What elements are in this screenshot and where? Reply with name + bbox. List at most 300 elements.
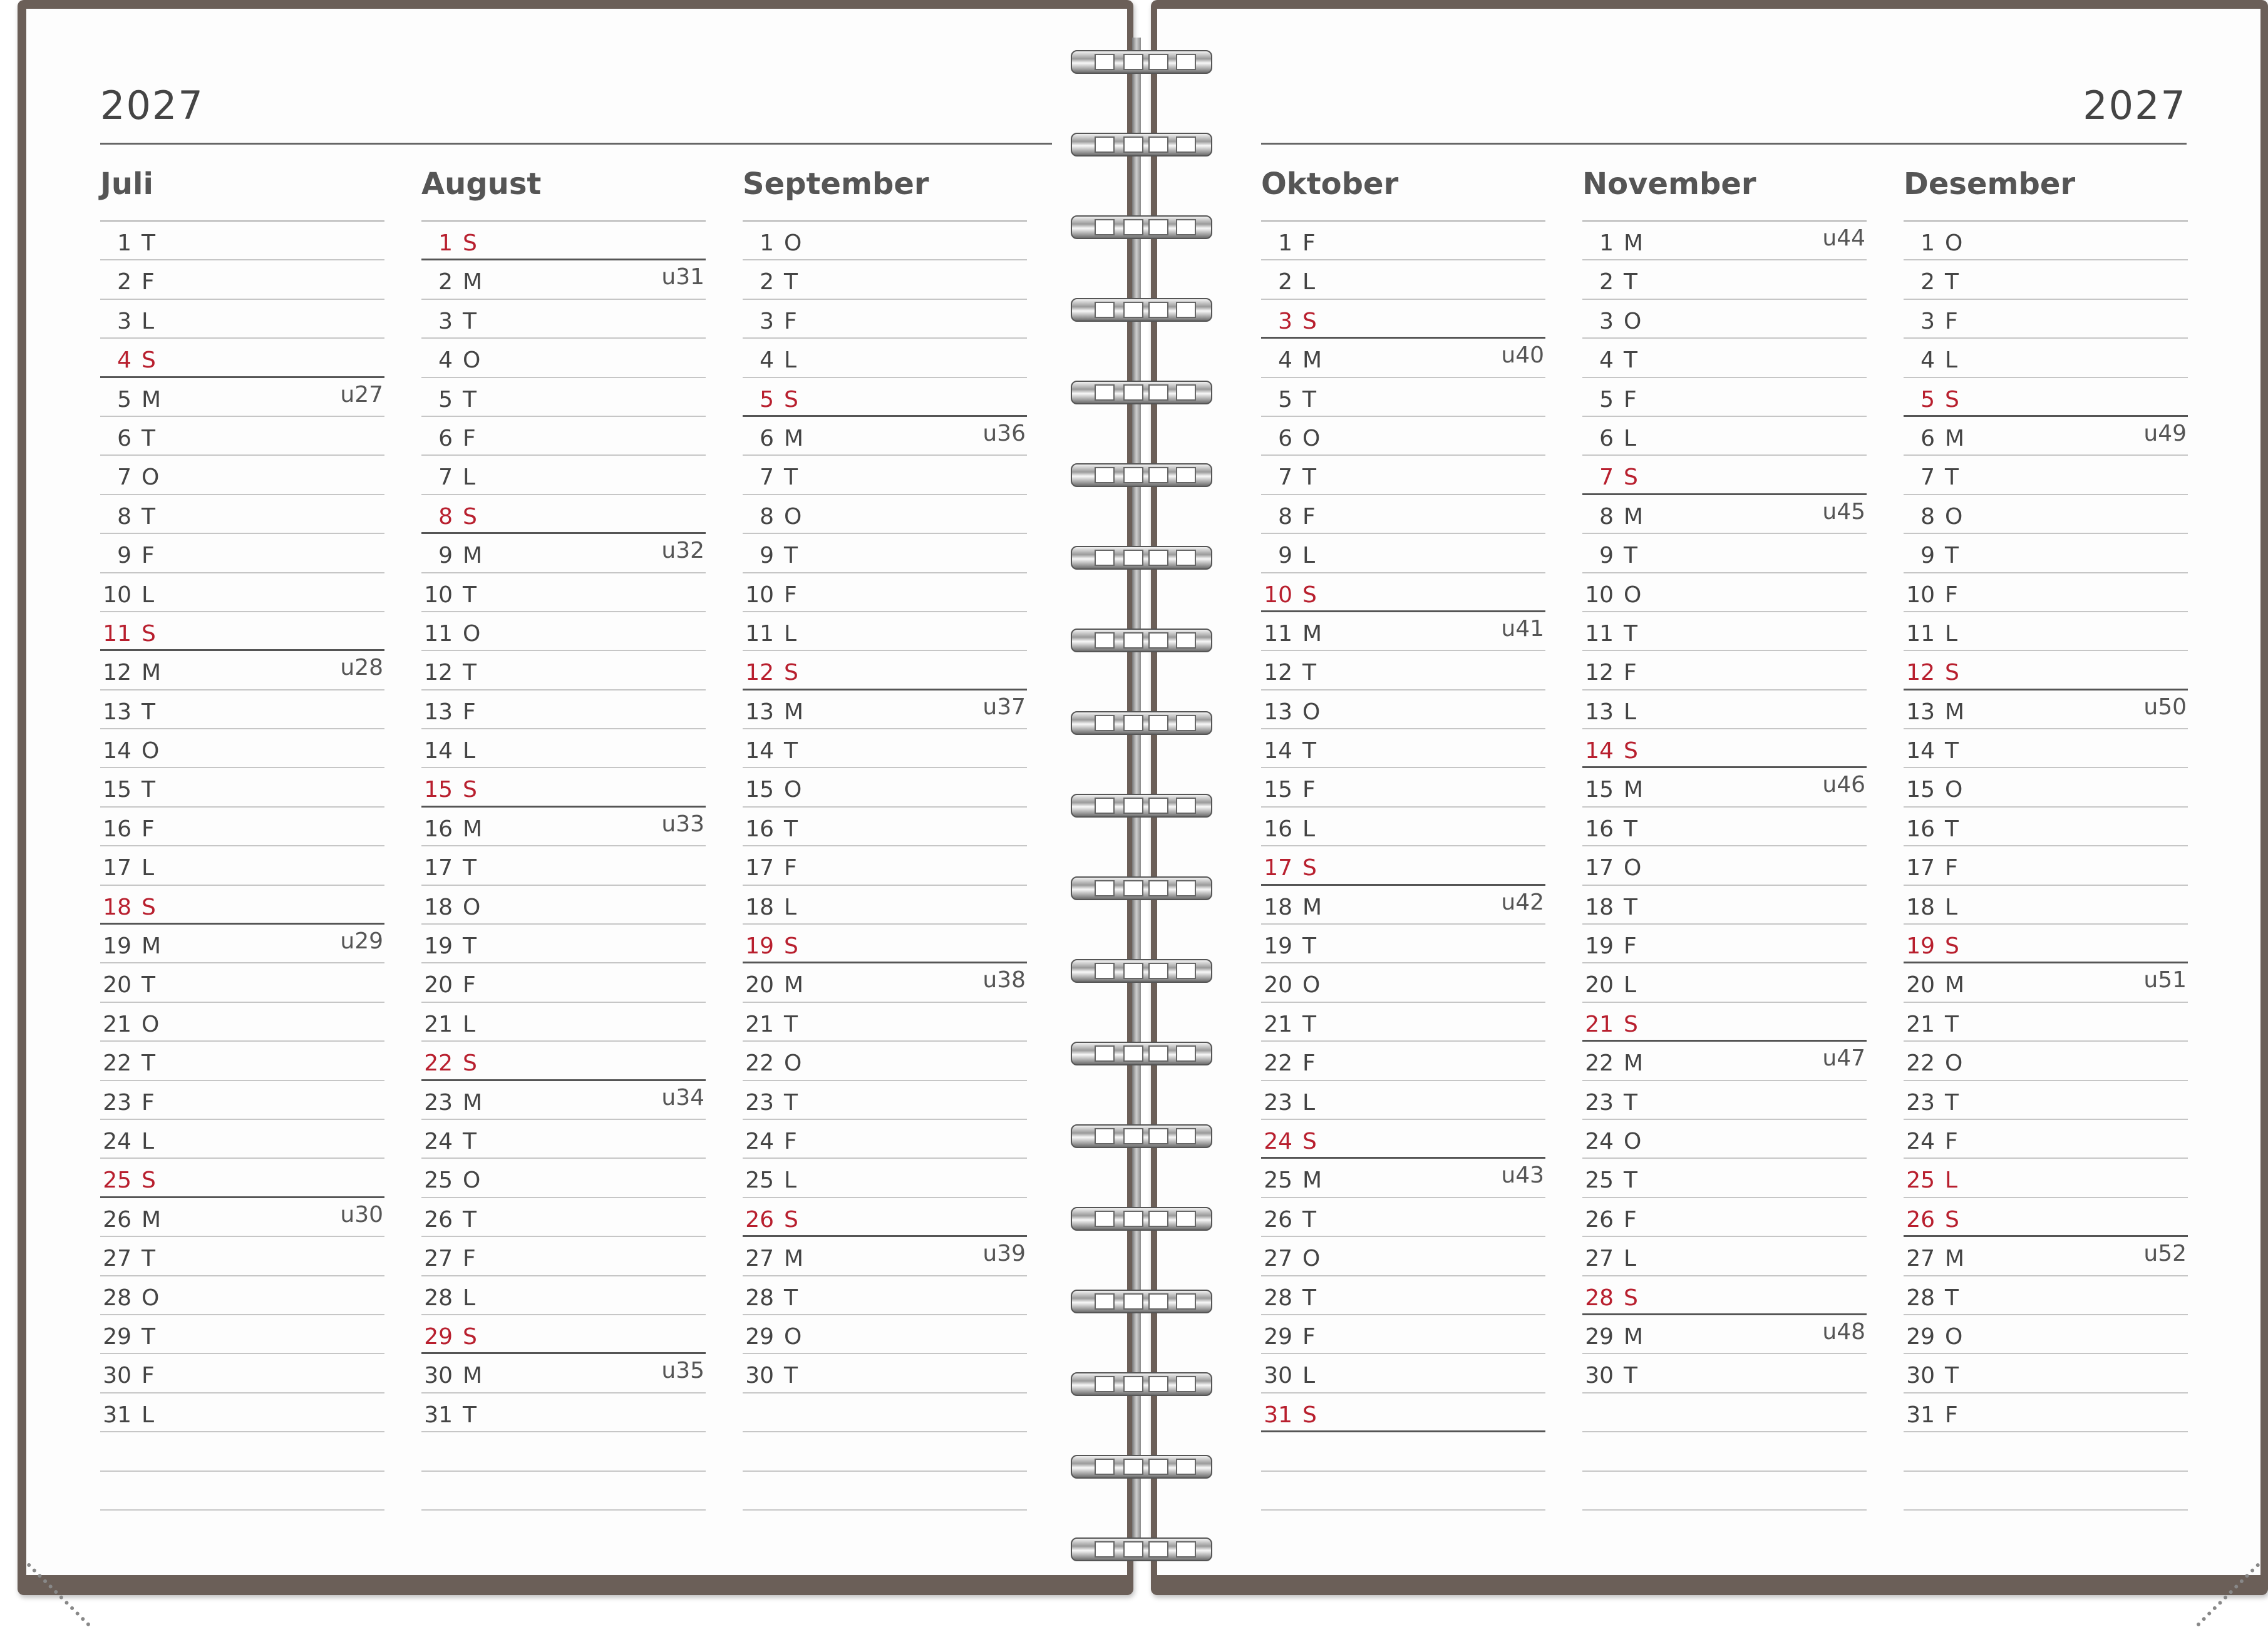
day-row[interactable] bbox=[421, 339, 706, 377]
day-row[interactable] bbox=[1261, 925, 1545, 963]
weekday-letter: T bbox=[142, 777, 155, 803]
day-row[interactable] bbox=[421, 378, 706, 417]
day-row[interactable] bbox=[743, 768, 1027, 807]
day-row[interactable] bbox=[1582, 729, 1867, 768]
day-number: 4 bbox=[117, 347, 131, 374]
day-row[interactable] bbox=[1582, 339, 1867, 377]
day-row[interactable] bbox=[421, 1003, 706, 1042]
day-row[interactable] bbox=[1582, 886, 1867, 925]
day-number: 4 bbox=[438, 347, 453, 374]
weekday-letter: S bbox=[463, 777, 477, 803]
day-row[interactable] bbox=[1261, 1003, 1545, 1042]
month-column bbox=[1582, 164, 1867, 1511]
day-number: 1 bbox=[1920, 230, 1935, 256]
day-row[interactable] bbox=[1582, 1120, 1867, 1159]
weekday-letter: F bbox=[784, 855, 797, 881]
day-row[interactable] bbox=[100, 808, 384, 846]
day-row[interactable] bbox=[100, 651, 384, 690]
day-number: 15 bbox=[1906, 777, 1935, 803]
spiral-ring bbox=[1071, 210, 1212, 242]
day-row[interactable] bbox=[743, 1042, 1027, 1080]
weekday-letter: T bbox=[1624, 1363, 1637, 1389]
weekday-letter: O bbox=[784, 230, 802, 256]
weekday-letter: S bbox=[1624, 1011, 1638, 1037]
day-number: 6 bbox=[1278, 425, 1292, 451]
week-number: u47 bbox=[1822, 1045, 1865, 1072]
day-number: 5 bbox=[117, 386, 131, 413]
day-row[interactable] bbox=[1582, 260, 1867, 299]
day-row[interactable] bbox=[1261, 846, 1545, 885]
day-row[interactable] bbox=[743, 1159, 1027, 1198]
day-row[interactable] bbox=[1904, 963, 2188, 1002]
day-number: 22 bbox=[103, 1050, 131, 1077]
day-row[interactable] bbox=[100, 1120, 384, 1159]
day-row[interactable] bbox=[100, 846, 384, 885]
weekday-letter: T bbox=[463, 386, 477, 413]
weekday-letter: L bbox=[784, 1168, 797, 1194]
weekday-letter: M bbox=[1302, 347, 1322, 374]
day-row[interactable] bbox=[1261, 729, 1545, 768]
weekday-letter: T bbox=[463, 660, 477, 686]
day-number: 5 bbox=[760, 386, 774, 413]
day-row[interactable] bbox=[100, 1276, 384, 1315]
weekday-letter: M bbox=[142, 933, 162, 960]
day-row[interactable] bbox=[421, 260, 706, 299]
day-row[interactable] bbox=[1582, 417, 1867, 456]
weekday-letter: L bbox=[142, 1402, 155, 1428]
day-row[interactable] bbox=[743, 925, 1027, 963]
day-row[interactable] bbox=[1261, 1081, 1545, 1120]
day-row[interactable] bbox=[1261, 886, 1545, 925]
weekday-letter: F bbox=[1624, 1206, 1637, 1233]
day-row[interactable] bbox=[1261, 417, 1545, 456]
day-number: 26 bbox=[1264, 1206, 1292, 1233]
day-row[interactable] bbox=[100, 222, 384, 260]
day-number: 24 bbox=[1585, 1128, 1614, 1154]
day-row[interactable] bbox=[743, 495, 1027, 534]
day-row[interactable] bbox=[1261, 339, 1545, 377]
weekday-letter: T bbox=[1945, 1011, 1959, 1037]
day-row[interactable] bbox=[1582, 651, 1867, 690]
day-row[interactable] bbox=[1261, 690, 1545, 729]
week-number: u30 bbox=[340, 1201, 383, 1228]
day-row[interactable] bbox=[100, 534, 384, 573]
day-row[interactable] bbox=[1582, 1276, 1867, 1315]
day-row[interactable] bbox=[421, 1120, 706, 1159]
day-row[interactable] bbox=[100, 260, 384, 299]
day-number: 8 bbox=[438, 503, 453, 530]
week-number: u36 bbox=[982, 420, 1026, 446]
day-row[interactable] bbox=[1582, 1042, 1867, 1080]
day-row[interactable] bbox=[743, 1003, 1027, 1042]
weekday-letter: T bbox=[142, 503, 155, 530]
day-row[interactable] bbox=[421, 495, 706, 534]
weekday-letter: M bbox=[463, 269, 483, 295]
day-row[interactable] bbox=[100, 573, 384, 612]
day-row[interactable] bbox=[1904, 925, 2188, 963]
weekday-letter: O bbox=[784, 1050, 802, 1077]
weekday-letter: F bbox=[463, 972, 476, 998]
day-row[interactable] bbox=[1582, 1237, 1867, 1276]
weekday-letter: L bbox=[142, 582, 155, 608]
day-row[interactable] bbox=[421, 417, 706, 456]
day-row[interactable] bbox=[1904, 495, 2188, 534]
day-row[interactable] bbox=[100, 768, 384, 807]
day-number: 3 bbox=[760, 308, 774, 334]
month-name: Juli bbox=[100, 167, 153, 202]
day-row[interactable] bbox=[100, 378, 384, 417]
day-row[interactable] bbox=[1904, 846, 2188, 885]
day-row[interactable] bbox=[1261, 1276, 1545, 1315]
day-number: 5 bbox=[1278, 386, 1292, 413]
day-row[interactable] bbox=[1904, 1198, 2188, 1237]
day-row[interactable] bbox=[100, 729, 384, 768]
day-row[interactable] bbox=[1582, 573, 1867, 612]
weekday-letter: T bbox=[1302, 464, 1316, 491]
day-row[interactable] bbox=[1904, 300, 2188, 339]
weekday-letter: S bbox=[463, 1050, 477, 1077]
day-row[interactable] bbox=[1582, 495, 1867, 534]
day-row[interactable] bbox=[421, 1354, 706, 1393]
day-row[interactable] bbox=[100, 1237, 384, 1276]
day-row[interactable] bbox=[1261, 573, 1545, 612]
spiral-ring bbox=[1071, 1037, 1212, 1068]
day-number: 27 bbox=[1906, 1246, 1935, 1272]
day-row[interactable] bbox=[1582, 925, 1867, 963]
day-number: 10 bbox=[103, 582, 131, 608]
week-number: u37 bbox=[982, 694, 1026, 720]
day-row[interactable] bbox=[100, 1198, 384, 1237]
day-number: 26 bbox=[424, 1206, 453, 1233]
weekday-letter: T bbox=[1945, 1285, 1959, 1311]
day-row[interactable] bbox=[743, 1081, 1027, 1120]
day-row[interactable] bbox=[743, 846, 1027, 885]
day-row[interactable] bbox=[1582, 1315, 1867, 1354]
day-row[interactable] bbox=[421, 1237, 706, 1276]
day-row[interactable] bbox=[1582, 1354, 1867, 1393]
day-row[interactable] bbox=[1261, 1120, 1545, 1159]
day-number: 24 bbox=[424, 1128, 453, 1154]
day-row[interactable] bbox=[1261, 1354, 1545, 1393]
day-number: 6 bbox=[117, 425, 131, 451]
day-number: 3 bbox=[1920, 308, 1935, 334]
weekday-letter: T bbox=[1624, 1089, 1637, 1116]
day-row[interactable] bbox=[421, 1198, 706, 1237]
day-row[interactable] bbox=[1261, 808, 1545, 846]
day-number: 29 bbox=[103, 1323, 131, 1350]
day-number: 13 bbox=[1906, 699, 1935, 725]
day-row[interactable] bbox=[743, 1276, 1027, 1315]
day-row[interactable] bbox=[421, 534, 706, 573]
day-row[interactable] bbox=[1904, 222, 2188, 260]
day-row[interactable] bbox=[1904, 378, 2188, 417]
day-number: 16 bbox=[1906, 816, 1935, 842]
day-row[interactable] bbox=[1582, 846, 1867, 885]
day-row[interactable] bbox=[1261, 222, 1545, 260]
day-number: 22 bbox=[424, 1050, 453, 1077]
day-number: 21 bbox=[1585, 1011, 1614, 1037]
weekday-letter: F bbox=[142, 543, 155, 569]
day-row[interactable] bbox=[1904, 1276, 2188, 1315]
day-row[interactable] bbox=[1261, 1198, 1545, 1237]
day-row[interactable] bbox=[1582, 1159, 1867, 1198]
day-row[interactable] bbox=[100, 1354, 384, 1393]
weekday-letter: O bbox=[1945, 1323, 1963, 1350]
day-number: 31 bbox=[424, 1402, 453, 1428]
day-row[interactable] bbox=[1582, 1003, 1867, 1042]
day-row[interactable] bbox=[100, 1159, 384, 1198]
day-row[interactable] bbox=[100, 1003, 384, 1042]
day-row[interactable] bbox=[421, 1081, 706, 1120]
day-row[interactable] bbox=[743, 417, 1027, 456]
day-row[interactable] bbox=[1261, 963, 1545, 1002]
day-row[interactable] bbox=[743, 1120, 1027, 1159]
weekday-letter: S bbox=[784, 660, 798, 686]
day-row[interactable] bbox=[1904, 651, 2188, 690]
day-row[interactable] bbox=[743, 222, 1027, 260]
day-row[interactable] bbox=[1261, 260, 1545, 299]
day-row[interactable] bbox=[1904, 1120, 2188, 1159]
weekday-letter: T bbox=[1624, 1168, 1637, 1194]
day-row[interactable] bbox=[743, 534, 1027, 573]
day-row[interactable] bbox=[1904, 1354, 2188, 1393]
day-number: 25 bbox=[103, 1168, 131, 1194]
day-row[interactable] bbox=[1261, 612, 1545, 651]
day-row[interactable] bbox=[1582, 1081, 1867, 1120]
blank-line bbox=[100, 1472, 384, 1511]
day-row[interactable] bbox=[1582, 300, 1867, 339]
day-number: 13 bbox=[1585, 699, 1614, 725]
day-row[interactable] bbox=[1582, 534, 1867, 573]
day-row[interactable] bbox=[100, 690, 384, 729]
weekday-letter: L bbox=[1624, 699, 1637, 725]
day-number: 19 bbox=[424, 933, 453, 960]
day-row[interactable] bbox=[421, 690, 706, 729]
day-number: 11 bbox=[1585, 620, 1614, 647]
blank-line bbox=[100, 1432, 384, 1471]
day-number: 18 bbox=[745, 894, 774, 920]
day-row[interactable] bbox=[100, 963, 384, 1002]
day-row[interactable] bbox=[100, 456, 384, 495]
day-row[interactable] bbox=[1904, 729, 2188, 768]
day-row[interactable] bbox=[100, 1315, 384, 1354]
weekday-letter: L bbox=[1945, 1168, 1958, 1194]
day-row[interactable] bbox=[1904, 534, 2188, 573]
day-number: 30 bbox=[1264, 1363, 1292, 1389]
day-row[interactable] bbox=[1582, 768, 1867, 807]
day-row[interactable] bbox=[1261, 456, 1545, 495]
day-row[interactable] bbox=[743, 339, 1027, 377]
day-row[interactable] bbox=[421, 612, 706, 651]
day-row[interactable] bbox=[1261, 768, 1545, 807]
day-row[interactable] bbox=[1261, 1237, 1545, 1276]
day-number: 20 bbox=[103, 972, 131, 998]
day-row[interactable] bbox=[1582, 378, 1867, 417]
day-row[interactable] bbox=[743, 378, 1027, 417]
day-row[interactable] bbox=[1261, 1315, 1545, 1354]
day-row[interactable] bbox=[1582, 963, 1867, 1002]
day-number: 21 bbox=[745, 1011, 774, 1037]
day-row[interactable] bbox=[1904, 573, 2188, 612]
day-row[interactable] bbox=[100, 925, 384, 963]
day-row[interactable] bbox=[743, 1198, 1027, 1237]
day-row[interactable] bbox=[1904, 456, 2188, 495]
day-row[interactable] bbox=[421, 573, 706, 612]
day-row[interactable] bbox=[100, 339, 384, 377]
day-number: 26 bbox=[1906, 1206, 1935, 1233]
weekday-letter: M bbox=[1945, 699, 1965, 725]
day-row[interactable] bbox=[421, 729, 706, 768]
day-number: 18 bbox=[1906, 894, 1935, 920]
weekday-letter: S bbox=[1945, 660, 1959, 686]
weekday-letter: F bbox=[1945, 582, 1958, 608]
day-row[interactable] bbox=[100, 417, 384, 456]
corner-dots-right bbox=[2134, 1501, 2260, 1627]
day-row[interactable] bbox=[1904, 260, 2188, 299]
day-row[interactable] bbox=[743, 886, 1027, 925]
day-row[interactable] bbox=[1904, 1081, 2188, 1120]
day-row[interactable] bbox=[421, 1159, 706, 1198]
day-row[interactable] bbox=[421, 963, 706, 1002]
week-number: u34 bbox=[661, 1084, 704, 1111]
spiral-ring bbox=[1071, 128, 1212, 159]
day-row[interactable] bbox=[100, 886, 384, 925]
day-row[interactable] bbox=[743, 1237, 1027, 1276]
day-row[interactable] bbox=[1261, 378, 1545, 417]
weekday-letter: F bbox=[1302, 230, 1316, 256]
day-row[interactable] bbox=[1261, 495, 1545, 534]
day-row[interactable] bbox=[421, 1042, 706, 1080]
day-row[interactable] bbox=[1582, 612, 1867, 651]
weekday-letter: T bbox=[784, 543, 798, 569]
day-row[interactable] bbox=[421, 1315, 706, 1354]
day-number: 22 bbox=[1585, 1050, 1614, 1077]
day-row[interactable] bbox=[1582, 1198, 1867, 1237]
month-name: November bbox=[1582, 167, 1756, 202]
day-row[interactable] bbox=[1904, 1393, 2188, 1432]
day-row[interactable] bbox=[1904, 1159, 2188, 1198]
day-row[interactable] bbox=[743, 651, 1027, 690]
day-row[interactable] bbox=[100, 1081, 384, 1120]
weekday-letter: T bbox=[784, 1089, 798, 1116]
weekday-letter: O bbox=[1302, 425, 1321, 451]
day-row[interactable] bbox=[1582, 808, 1867, 846]
day-row[interactable] bbox=[1904, 1042, 2188, 1080]
week-number: u50 bbox=[2143, 694, 2187, 720]
day-row[interactable] bbox=[100, 495, 384, 534]
day-row[interactable] bbox=[1261, 1393, 1545, 1432]
day-number: 7 bbox=[1920, 464, 1935, 491]
day-row[interactable] bbox=[1261, 300, 1545, 339]
weekday-letter: F bbox=[1302, 1050, 1316, 1077]
weekday-letter: M bbox=[463, 1089, 483, 1116]
day-row[interactable] bbox=[100, 300, 384, 339]
week-number: u33 bbox=[661, 811, 704, 837]
weekday-letter: L bbox=[1302, 1363, 1316, 1389]
day-row[interactable] bbox=[100, 612, 384, 651]
day-row[interactable] bbox=[743, 260, 1027, 299]
week-number: u39 bbox=[982, 1241, 1026, 1267]
day-number: 7 bbox=[117, 464, 131, 491]
day-number: 31 bbox=[1906, 1402, 1935, 1428]
day-row[interactable] bbox=[743, 690, 1027, 729]
day-row[interactable] bbox=[1904, 1237, 2188, 1276]
day-row[interactable] bbox=[421, 1393, 706, 1432]
day-number: 7 bbox=[1599, 464, 1614, 491]
day-number: 1 bbox=[1599, 230, 1614, 256]
day-number: 5 bbox=[1599, 386, 1614, 413]
weekday-letter: T bbox=[784, 816, 798, 842]
day-row[interactable] bbox=[1904, 339, 2188, 377]
day-row[interactable] bbox=[421, 886, 706, 925]
weekday-letter: S bbox=[142, 347, 156, 374]
day-number: 12 bbox=[424, 660, 453, 686]
weekday-letter: T bbox=[142, 972, 155, 998]
day-row[interactable] bbox=[421, 222, 706, 260]
day-row[interactable] bbox=[1904, 690, 2188, 729]
day-row[interactable] bbox=[1261, 1042, 1545, 1080]
day-row[interactable] bbox=[421, 1276, 706, 1315]
blank-line bbox=[421, 1472, 706, 1511]
day-row[interactable] bbox=[1261, 1159, 1545, 1198]
day-row[interactable] bbox=[1582, 690, 1867, 729]
day-row[interactable] bbox=[1904, 612, 2188, 651]
weekday-letter: S bbox=[784, 386, 798, 413]
day-row[interactable] bbox=[743, 456, 1027, 495]
day-row[interactable] bbox=[1904, 768, 2188, 807]
weekday-letter: M bbox=[463, 1363, 483, 1389]
day-row[interactable] bbox=[421, 456, 706, 495]
day-row[interactable] bbox=[421, 925, 706, 963]
weekday-letter: L bbox=[142, 855, 155, 881]
day-row[interactable] bbox=[421, 300, 706, 339]
day-row[interactable] bbox=[421, 846, 706, 885]
day-number: 9 bbox=[760, 543, 774, 569]
day-row[interactable] bbox=[743, 1354, 1027, 1393]
day-row[interactable] bbox=[421, 768, 706, 807]
day-row[interactable] bbox=[743, 808, 1027, 846]
day-row[interactable] bbox=[1904, 417, 2188, 456]
day-row[interactable] bbox=[743, 300, 1027, 339]
day-row[interactable] bbox=[743, 1315, 1027, 1354]
day-row[interactable] bbox=[1582, 222, 1867, 260]
weekday-letter: S bbox=[1624, 738, 1638, 764]
day-row[interactable] bbox=[1904, 886, 2188, 925]
day-row[interactable] bbox=[1904, 808, 2188, 846]
day-row[interactable] bbox=[743, 612, 1027, 651]
day-row[interactable] bbox=[1582, 456, 1867, 495]
day-row[interactable] bbox=[421, 808, 706, 846]
day-row[interactable] bbox=[421, 651, 706, 690]
day-row[interactable] bbox=[100, 1393, 384, 1432]
weekday-letter: T bbox=[1302, 933, 1316, 960]
day-row[interactable] bbox=[743, 573, 1027, 612]
day-number: 29 bbox=[1906, 1323, 1935, 1350]
weekday-letter: M bbox=[784, 1246, 804, 1272]
week-number: u45 bbox=[1822, 498, 1865, 525]
day-row[interactable] bbox=[743, 729, 1027, 768]
day-number: 10 bbox=[745, 582, 774, 608]
spiral-ring bbox=[1071, 1532, 1212, 1564]
day-row[interactable] bbox=[1261, 651, 1545, 690]
day-row[interactable] bbox=[100, 1042, 384, 1080]
day-row[interactable] bbox=[1904, 1315, 2188, 1354]
day-row[interactable] bbox=[1261, 534, 1545, 573]
day-row[interactable] bbox=[743, 963, 1027, 1002]
day-number: 23 bbox=[1906, 1089, 1935, 1116]
day-row[interactable] bbox=[1904, 1003, 2188, 1042]
spiral-ring bbox=[1071, 1119, 1212, 1151]
